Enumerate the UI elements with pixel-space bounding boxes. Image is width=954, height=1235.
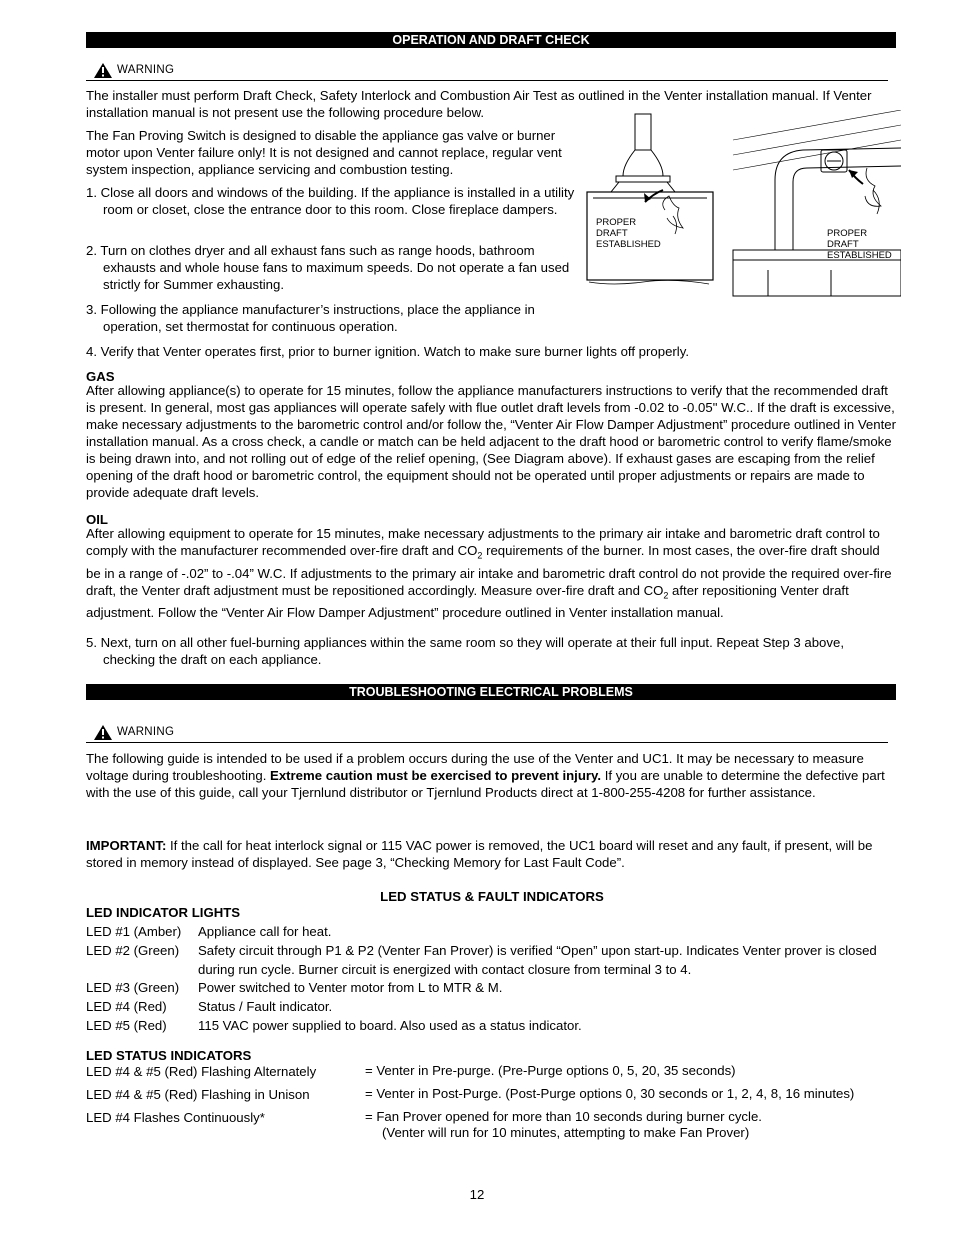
important-paragraph: IMPORTANT: If the call for heat interlock signal or 115 VAC power is removed, the UC1 board will reset and any fault, if present, will be stored in memory instead of displayed. See page 3, “Checking Memory for Last Fault Code”. [86,838,873,870]
status-description: = Venter in Pre-purge. (Pre-Purge options 0, 5, 20, 35 seconds) [365,1063,736,1078]
section-header-operation: OPERATION AND DRAFT CHECK [86,32,896,48]
figure-label-right-1: PROPER [827,228,868,239]
status-description: = Venter in Post-Purge. (Post-Purge options 0, 30 seconds or 1, 2, 4, 8, 16 minutes) [365,1086,855,1101]
led-label: LED #5 (Red) [86,1018,167,1033]
led-description: Appliance call for heat. [198,924,332,939]
led-description: Safety circuit through P1 & P2 (Venter Fan Prover) is verified “Open” upon start-up. Indicates Venter prover is closed during run cycle. Burner circuit is energized with contact closure from terminal 3 to 4. [198,943,877,977]
figure-label-left-1: PROPER [596,217,637,228]
fan-switch-paragraph: The Fan Proving Switch is designed to disable the appliance gas valve or burner motor upon Venter failure only! It is not designed and cannot replace, regular vent system inspection, appliance servicing and combustion testing. [86,128,562,177]
draft-diagram [583,110,901,300]
gas-paragraph: After allowing appliance(s) to operate for 15 minutes, follow the appliance manufacturers instructions to verify that the recommended draft is present. In general, most gas appliances will operate safely with flue outlet draft levels from -0.02 to -0.05" W.C.. If the draft is excessive, make necessary adjustments to the barometric control and/or follow the, “Venter Air Flow Damper Adjustment” procedure outlined in Venter installation manual. As a cross check, a candle or match can be held adjacent to the draft hood or barometric control to verify flame/smoke is being drawn into, and not rolling out of edge of the relief opening, (See Diagram above). If exhaust gases are escaping from the relief opening of the draft hood or barometric control, the equipment should not be operated until proper adjustments or repairs are made to provide adequate draft levels. [86,383,896,500]
draft-hood-illustration [583,110,901,300]
step-2: 2. Turn on clothes dryer and all exhaust fans such as range hoods, bathroom exhausts and whole house fans to maximum speeds. Do not operate a fan used strictly for Summer exhausting. [86,243,570,292]
led-label: LED #1 (Amber) [86,924,182,939]
oil-paragraph: After allowing equipment to operate for 15 minutes, make necessary adjustments to the primary air intake and barometric draft control to comply with the manufacturer recommended over-fire draft and $CO_2$ requirements of the burner. In most cases, the over-fire draft should be in a range of -.02” to -.04” W.C. If adjustments to the primary air intake and barometric draft control do not provide the required over-fire draft, the Venter draft adjustment must be repositioned accordingly. Measure over-fire draft and $CO_2$ after repositioning Venter draft adjustment. Follow the “Venter Air Flow Damper Adjustment” procedure outlined in Venter installation manual. [86,526,892,621]
led-label: LED #3 (Green) [86,980,180,995]
figure-label-right-3: ESTABLISHED [827,250,892,261]
led-description: 115 VAC power supplied to board. Also used as a status indicator. [198,1018,582,1033]
led-label: LED #4 (Red) [86,999,167,1014]
led-section-title: LED STATUS & FAULT INDICATORS [380,889,604,904]
intro-paragraph: The installer must perform Draft Check, Safety Interlock and Combustion Air Test as outlined in the Venter installation manual. If Venter installation manual is not present use the following procedure below. [86,88,872,120]
led-description: Power switched to Venter motor from L to MTR & M. [198,980,503,995]
status-label: LED #4 & #5 (Red) Flashing Alternately [86,1064,317,1079]
gas-heading: GAS [86,369,115,384]
led-status-heading: LED STATUS INDICATORS [86,1048,252,1063]
oil-heading: OIL [86,512,108,527]
figure-label-left-3: ESTABLISHED [596,239,661,250]
section-header-troubleshooting: TROUBLESHOOTING ELECTRICAL PROBLEMS [86,684,896,700]
warning-header [86,62,888,81]
troubleshooting-guide-paragraph: The following guide is intended to be used if a problem occurs during the use of the Venter and UC1. It may be necessary to measure voltage during troubleshooting. Extreme caution must be exercised to prevent injury. If you are unable to determine the defective part with the use of this guide, call your Tjernlund distributor or Tjernlund Products direct at 1-800-255-4208 for further assistance. [86,751,885,800]
led-lights-heading: LED INDICATOR LIGHTS [86,905,241,920]
warning-header-2 [86,724,888,743]
status-description: = Fan Prover opened for more than 10 seconds during burner cycle. (Venter will run for 10 minutes, attempting to make Fan Prover) [365,1109,762,1140]
warning-icon [93,62,113,79]
warning-icon [93,724,113,741]
warning-label: WARNING [117,64,175,76]
warning-label: WARNING [117,726,175,738]
step-3: 3. Following the appliance manufacturer’s instructions, place the appliance in operation, set thermostat for continuous operation. [86,302,535,334]
led-label: LED #2 (Green) [86,943,180,958]
step-4: 4. Verify that Venter operates first, prior to burner ignition. Watch to make sure burner lights off properly. [86,344,690,359]
status-label: LED #4 & #5 (Red) Flashing in Unison [86,1087,310,1102]
step-1: 1. Close all doors and windows of the building. If the appliance is installed in a utility room or closet, close the entrance door to this room. Close fireplace dampers. [86,185,575,217]
page-number: 12 [469,1187,485,1202]
step-5: 5. Next, turn on all other fuel-burning appliances within the same room so they will operate at their full input. Repeat Step 3 above, checking the draft on each appliance. [86,635,844,667]
led-description: Status / Fault indicator. [198,999,333,1014]
status-label: LED #4 Flashes Continuously* [86,1110,265,1125]
figure-label-left-2: DRAFT [596,228,628,239]
figure-label-right-2: DRAFT [827,239,859,250]
